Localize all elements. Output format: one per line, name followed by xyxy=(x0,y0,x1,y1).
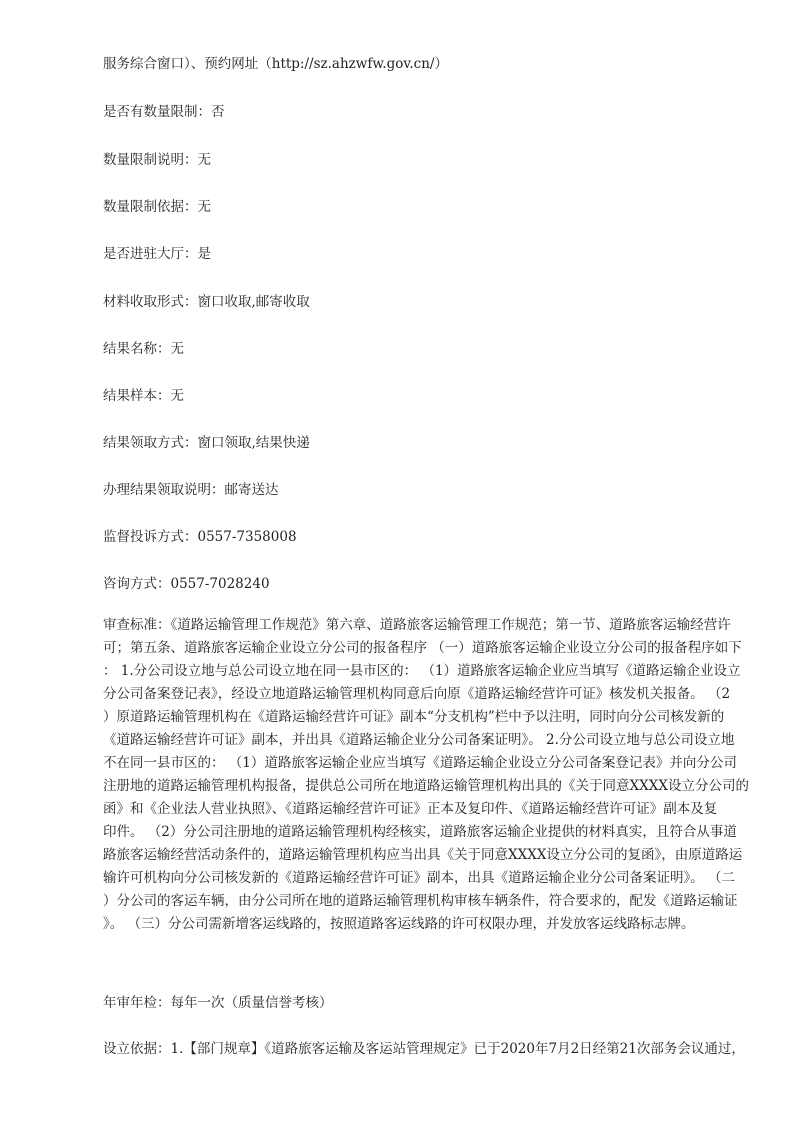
review-line: ）分公司的客运车辆，由分公司所在地的道路运输管理机构审核车辆条件，符合要求的，配发《道路运输证 xyxy=(103,893,738,909)
result-sample-line: 结果样本：无 xyxy=(103,388,184,404)
review-line: 注册地的道路运输管理机构报备，提供总公司所在地道路运输管理机构出具的《关于同意XXXX设立分公司的 xyxy=(103,778,749,794)
review-line: 函》和《企业法人营业执照》、《道路运输经营许可证》正本及复印件、《道路运输经营许可证》副本及复 xyxy=(103,801,718,817)
review-line: 《道路运输经营许可证》副本，并出具《道路运输企业分公司备案证明》。 2.分公司设立地与总公司设立地 xyxy=(103,732,735,748)
quantity-limit-desc-line: 数量限制说明：无 xyxy=(103,152,211,168)
result-pickup-line: 结果领取方式：窗口领取,结果快递 xyxy=(103,435,310,451)
hall-entry-line: 是否进驻大厅：是 xyxy=(103,246,211,262)
review-standard-paragraph xyxy=(103,614,749,936)
quantity-limit-line: 是否有数量限制：否 xyxy=(103,104,225,120)
review-line: 输许可机构向分公司核发新的《道路运输经营许可证》副本，出具《道路运输企业分公司备案证明》。 （二 xyxy=(103,870,736,886)
result-pickup-desc-line: 办理结果领取说明：邮寄送达 xyxy=(103,482,279,498)
quantity-limit-basis-line: 数量限制依据：无 xyxy=(103,199,211,215)
review-line: 审查标准：《道路运输管理工作规范》第六章、道路旅客运输管理工作规范；第一节、道路旅客运输经营许 xyxy=(103,617,731,633)
review-line: ： 1.分公司设立地与总公司设立地在同一县市区的： （1）道路旅客运输企业应当填写《道路运输企业设立 xyxy=(103,663,741,679)
result-name-line: 结果名称：无 xyxy=(103,341,184,357)
complaint-line: 监督投诉方式：0557-7358008 xyxy=(103,529,297,545)
consult-line: 咨询方式：0557-7028240 xyxy=(103,576,270,592)
review-line: 不在同一县市区的： （1）道路旅客运输企业应当填写《道路运输企业设立分公司备案登记表》并向分公司 xyxy=(103,755,737,771)
service-window-line: 服务综合窗口）、预约网址（http://sz.ahzwfw.gov.cn/） xyxy=(103,56,448,72)
annual-check-line: 年审年检：每年一次（质量信誉考核） xyxy=(103,995,333,1011)
review-line: 印件。 （2）分公司注册地的道路运输管理机构经核实，道路旅客运输企业提供的材料真实，且符合从事道 xyxy=(103,824,737,840)
review-line: 》。 （三）分公司需新增客运线路的，按照道路客运线路的许可权限办理，并发放客运线路标志牌。 xyxy=(103,916,695,932)
legal-basis-line: 设立依据：1.【部门规章】《道路旅客运输及客运站管理规定》已于2020年7月2日经第21次部务会议通过， xyxy=(103,1041,745,1057)
review-line: 分公司备案登记表》，经设立地道路运输管理机构同意后向原《道路运输经营许可证》核发机关报备。 （2 xyxy=(103,686,731,702)
material-collection-line: 材料收取形式：窗口收取,邮寄收取 xyxy=(103,294,310,310)
review-line: 可；第五条、道路旅客运输企业设立分公司的报备程序 （一）道路旅客运输企业设立分公司的报备程序如下 xyxy=(103,640,742,656)
review-line: 路旅客运输经营活动条件的，道路运输管理机构应当出具《关于同意XXXX设立分公司的复函》，由原道路运 xyxy=(103,847,743,863)
review-line: ）原道路运输管理机构在《道路运输经营许可证》副本“分支机构”栏中予以注明，同时向分公司核发新的 xyxy=(103,709,725,725)
